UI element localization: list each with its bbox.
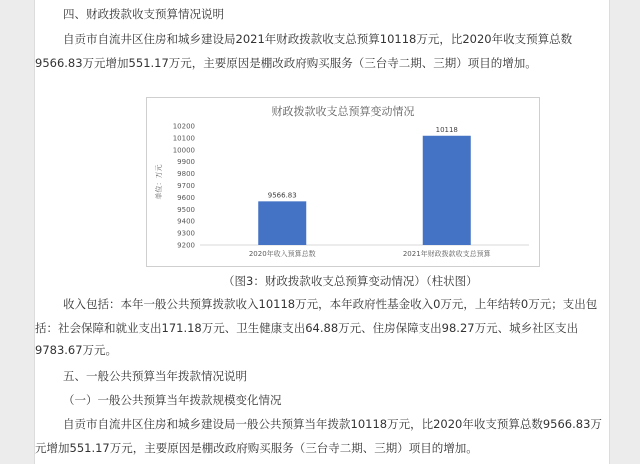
- income-paragraph-line-1: 收入包括：本年一般公共预算拨款收入10118万元，本年政府性基金收入0万元，上年结转0万元；支出包: [63, 297, 598, 311]
- chart-y-axis-label: 单位：万元: [155, 164, 163, 200]
- y-tick-label: 9900: [177, 158, 195, 167]
- bar: [423, 136, 471, 245]
- section-4-paragraph-line-1: 自贡市自流井区住房和城乡建设局2021年财政拨款收支总预算10118万元，比2020年收支预算总数: [63, 32, 573, 46]
- section-4-heading: 四、财政拨款收支预算情况说明: [63, 7, 224, 21]
- y-tick-label: 9200: [177, 241, 195, 250]
- y-tick-label: 10100: [172, 134, 195, 143]
- bar-data-label: 9566.83: [267, 191, 297, 200]
- y-tick-label: 9800: [177, 170, 195, 179]
- chart-title: 财政拨款收支总预算变动情况: [271, 105, 415, 118]
- section-5-heading: 五、一般公共预算当年拨款情况说明: [63, 369, 247, 383]
- x-category-label: 2021年财政拨款收支总预算: [402, 250, 491, 258]
- y-axis-ticks: [173, 123, 195, 250]
- section-5-paragraph-line-1: 自贡市自流井区住房和城乡建设局一般公共预算当年拨款10118万元，比2020年收支预算总数9566.83万: [63, 417, 602, 431]
- section-5-subheading: （一）一般公共预算当年拨款规模变化情况: [63, 393, 282, 407]
- y-tick-label: 9300: [177, 229, 195, 238]
- section-5-paragraph-line-2: 元增加551.17万元，主要原因是棚改政府购买服务（三台寺二期、三期）项目的增加。: [35, 441, 478, 455]
- y-tick-label: 10200: [172, 122, 195, 131]
- bar: [258, 201, 306, 245]
- section-4-paragraph-line-2: 9566.83万元增加551.17万元，主要原因是棚改政府购买服务（三台寺二期、三期）项目的增加。: [35, 56, 537, 70]
- bar-data-label: 10118: [435, 125, 458, 134]
- chart-caption: （图3：财政拨款收支总预算变动情况）（柱状图）: [223, 274, 478, 288]
- y-tick-label: 9500: [177, 205, 195, 214]
- y-tick-label: 9600: [177, 193, 195, 202]
- income-paragraph-line-3: 9783.67万元。: [35, 343, 118, 357]
- chart-svg: [147, 98, 539, 266]
- y-tick-label: 9400: [177, 217, 195, 226]
- budget-change-chart: [146, 97, 540, 267]
- x-category-label: 2020年收入预算总数: [248, 250, 316, 258]
- y-tick-label: 10000: [172, 146, 195, 155]
- x-axis-labels: [249, 249, 491, 258]
- document-page: [34, 0, 610, 464]
- income-paragraph-line-2: 括：社会保障和就业支出171.18万元、卫生健康支出64.88万元、住房保障支出98.27万元、城乡社区支出: [35, 321, 579, 335]
- y-tick-label: 9700: [177, 182, 195, 190]
